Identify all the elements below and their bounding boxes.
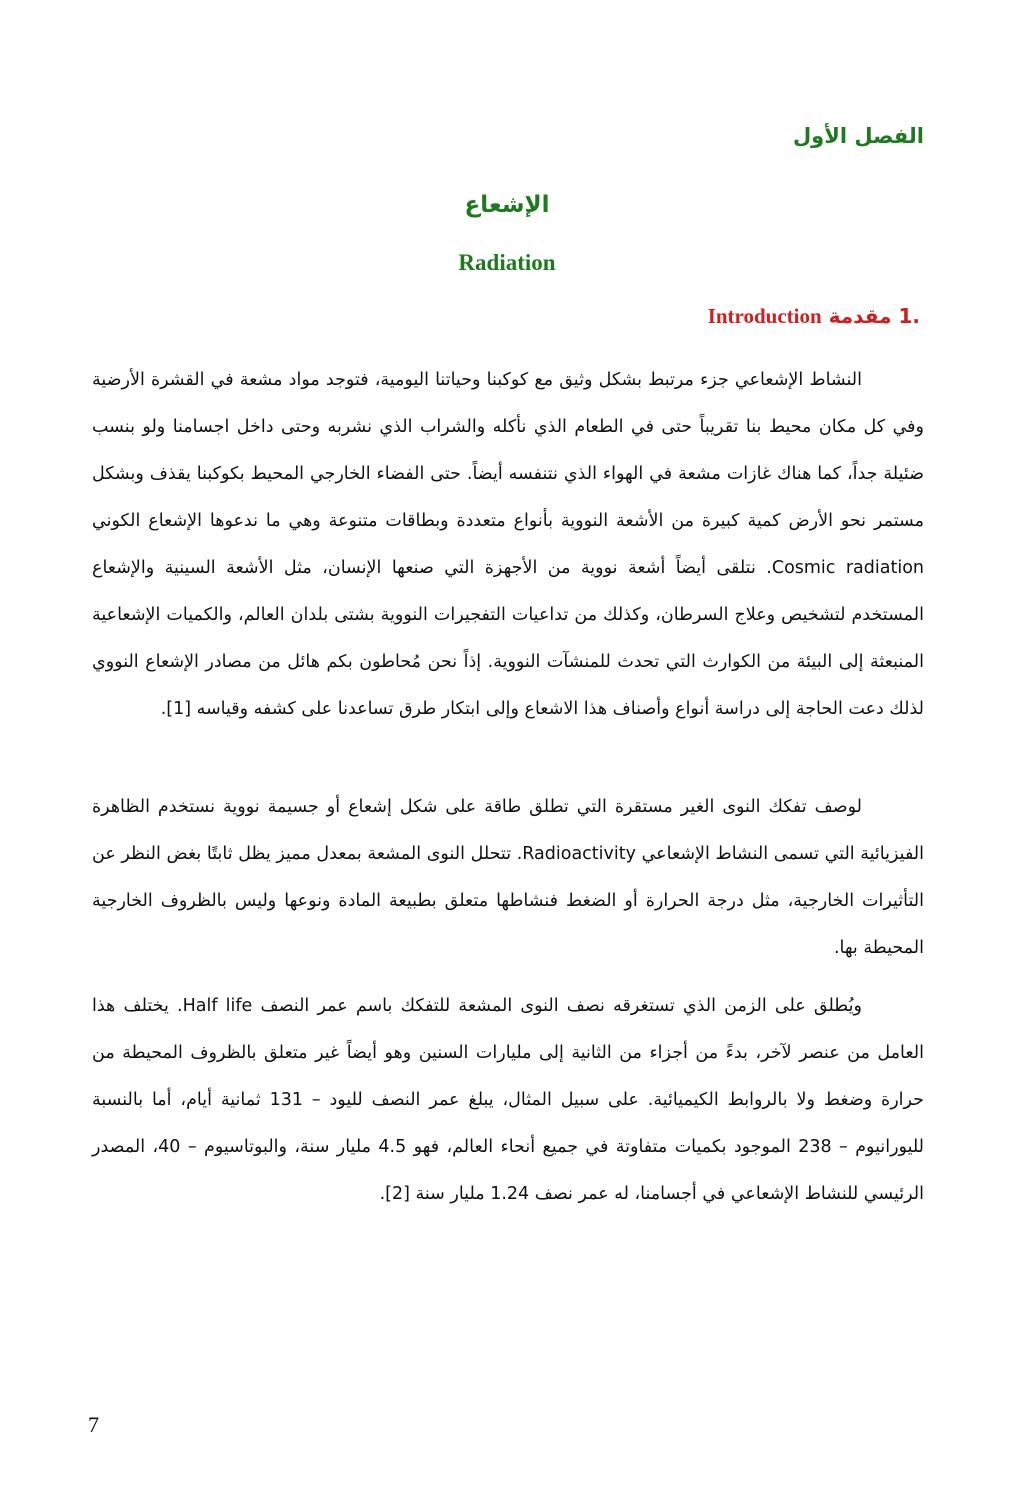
section-title-arabic: مقدمة: [828, 304, 892, 328]
chapter-label: الفصل الأول: [792, 124, 924, 148]
paragraph-1-text: النشاط الإشعاعي جزء مرتبط بشكل وثيق مع كوكبنا وحياتنا اليومية، فتوجد مواد مشعة في القشرة الأرضية وفي كل مكان محيط بنا تقريباً حتى في الطعام الذي نأكله والشراب الذي نشربه وحتى داخل اجسامنا ولو بنسب ضئيلة جداً، كما هناك غازات مشعة في الهواء الذي نتنفسه أيضاً. حتى الفضاء الخارجي المحيط بكوكبنا يقذف وبشكل مستمر نحو الأرض كمية كبيرة من الأشعة النووية بأنواع متعددة وبطاقات متنوعة وهي ما ندعوها الإشعاع الكوني Cosmic radiation. نتلقى أيضاً أشعة نووية من الأجهزة التي صنعها الإنسان، مثل الأشعة السينية والإشعاع المستخدم لتشخيص وعلاج السرطان، وكذلك من تداعيات التفجيرات النووية بشتى بلدان العالم، والكميات الإشعاعية المنبعثة إلى البيئة من الكوارث التي تحدث للمنشآت النووية. إذاً نحن مُحاطون بكم هائل من مصادر الإشعاع النووي لذلك دعت الحاجة إلى دراسة أنواع وأصناف هذا الاشعاع وإلى ابتكار طرق تساعدنا على كشفه وقياسه [1].: [92, 370, 924, 719]
title-arabic: الإشعاع: [464, 192, 550, 218]
paragraph-2: [92, 784, 924, 972]
page-number: 7: [88, 1412, 99, 1437]
title-english: Radiation: [458, 250, 556, 275]
section-number: .1: [898, 304, 920, 328]
paragraph-3-text: ويُطلق على الزمن الذي تستغرقه نصف النوى المشعة للتفكك باسم عمر النصف Half life. يختلف هذا العامل من عنصر لآخر، بدءً من أجزاء من الثانية إلى مليارات السنين وهو أيضاً غير متعلق بالظروف المحيطة من حرارة وضغط ولا بالروابط الكيميائية. على سبيل المثال، يبلغ عمر النصف لليود – 131 ثمانية أيام، أما بالنسبة لليورانيوم – 238 الموجود بكميات متفاوتة في جميع أنحاء العالم، فهو 4.5 مليار سنة، والبوتاسيوم – 40، المصدر الرئيسي للنشاط الإشعاعي في أجسامنا، له عمر نصف 1.24 مليار سنة [2].: [92, 996, 924, 1204]
section-title-english: Introduction: [707, 304, 822, 328]
section-heading: [708, 304, 920, 329]
paragraph-2-text: لوصف تفكك النوى الغير مستقرة التي تطلق طاقة على شكل إشعاع أو جسيمة نووية نستخدم الظاهرة الفيزيائية التي تسمى النشاط الإشعاعي Radioactivity. تتحلل النوى المشعة بمعدل مميز يظل ثابتًا بغض النظر عن التأثيرات الخارجية، مثل درجة الحرارة أو الضغط فنشاطها متعلق بطبيعة المادة ونوعها وليس بالظروف الخارجية المحيطة بها.: [92, 797, 924, 958]
paragraph-3: [92, 983, 924, 1218]
paragraph-1: [92, 357, 924, 733]
